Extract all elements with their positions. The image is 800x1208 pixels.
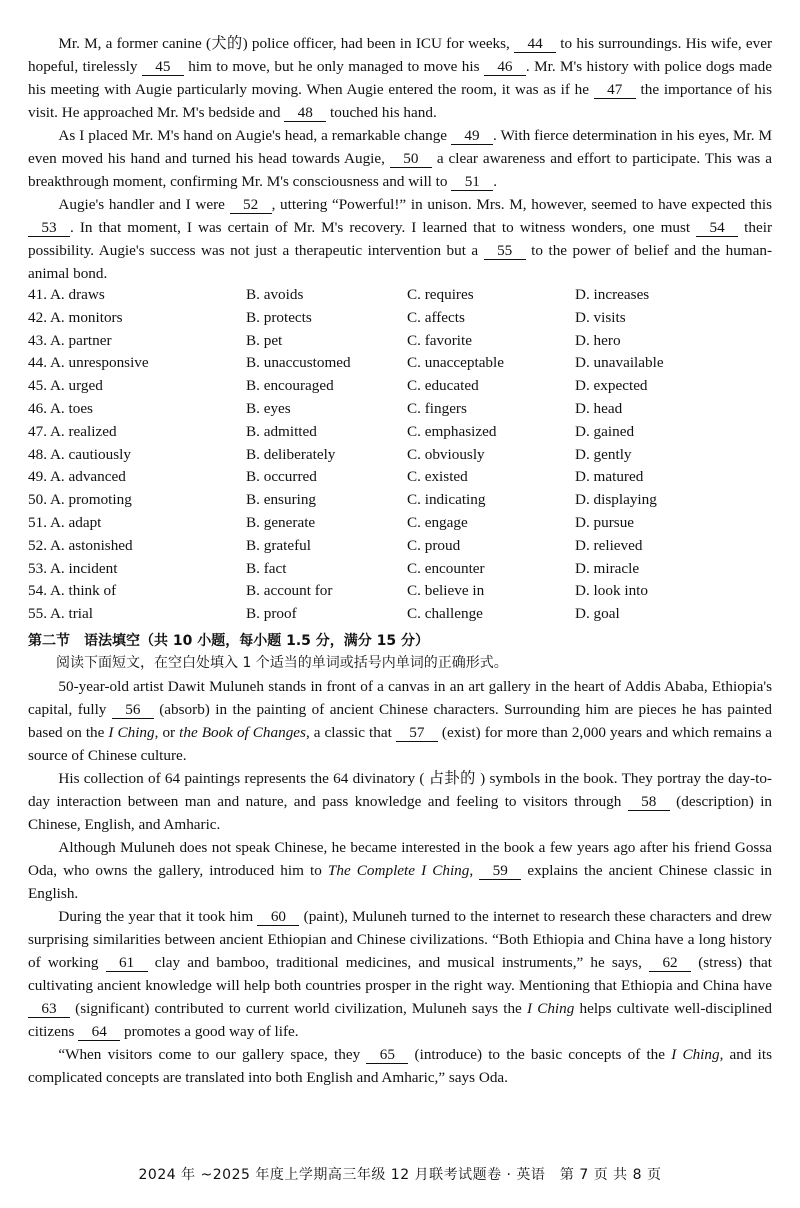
text: . In that moment, I was certain of Mr. M's recovery. I learned that to witness wonders, one must [70, 219, 691, 236]
option-row [28, 400, 765, 423]
option-b[interactable]: B. admitted [246, 422, 317, 440]
text: (introduce) to the basic concepts of the [414, 1045, 666, 1063]
option-c[interactable]: C. indicating [407, 491, 486, 509]
text: During the year that it took him [58, 907, 254, 925]
option-c[interactable]: C. favorite [407, 331, 472, 349]
text: (paint), Muluneh turned to the internet to research these characters and drew surprising similarities between ancient Ethiopian and Chinese civilizations. “Both Ethiopia and China have a long history of working [28, 907, 773, 971]
passage2-paragraph-3 [28, 836, 772, 905]
text: As I placed Mr. M's hand on Augie's head, a remarkable change [58, 127, 448, 144]
text: . Mr. M's history with police dogs made his meeting with Augie particularly moving. When Augie entered the room, it was as if he [28, 58, 772, 98]
option-row [28, 309, 765, 332]
option-d[interactable]: D. relieved [575, 536, 643, 554]
text: 50-year-old artist Dawit Muluneh stands in front of a canvas in an art gallery in the heart of Addis Ababa, Ethiopia's capital, fully [28, 677, 772, 718]
option-c[interactable]: C. believe in [407, 582, 485, 600]
blank-56[interactable]: 56 [112, 701, 154, 719]
text: (exist) for more than 2,000 years and which remains a source of Chinese culture. [28, 723, 773, 764]
text: Although Muluneh does not speak Chinese, he became interested in the book a few years ago after his friend Gossa Oda, who owns the gallery, introduced him to [28, 838, 772, 879]
option-c[interactable]: C. existed [407, 468, 468, 486]
blank-60[interactable]: 60 [257, 908, 299, 926]
option-d[interactable]: D. expected [575, 377, 648, 395]
option-d[interactable]: D. pursue [575, 513, 635, 531]
option-a[interactable]: 44. A. unresponsive [28, 354, 149, 372]
option-row [28, 537, 765, 560]
text: their possibility. Augie's success was not just a therapeutic intervention but a [28, 219, 773, 259]
book-title: I Ching [108, 723, 155, 741]
option-d[interactable]: D. goal [575, 605, 620, 623]
blank-57[interactable]: 57 [396, 724, 438, 742]
blank-64[interactable]: 64 [78, 1023, 120, 1041]
blank-53[interactable]: 53 [28, 219, 70, 237]
blank-59[interactable]: 59 [479, 862, 521, 880]
text: touched his hand. [330, 104, 437, 121]
option-a[interactable]: 54. A. think of [28, 582, 117, 600]
option-b[interactable]: B. grateful [246, 536, 311, 554]
text: “When visitors come to our gallery space, they [58, 1045, 361, 1063]
passage2-paragraph-2 [28, 767, 772, 836]
text: . [493, 173, 498, 190]
option-c[interactable]: C. requires [407, 286, 474, 303]
blank-55[interactable]: 55 [484, 242, 526, 260]
option-d[interactable]: D. gently [575, 445, 632, 463]
page-footer: 2024 年 ~2025 年度上学期高三年级 12 月联考试题卷 · 英语 第 7 页 共 8 页 [138, 1167, 662, 1183]
option-d[interactable]: D. head [575, 399, 623, 417]
text: explains the ancient Chinese classic in English. [28, 861, 773, 902]
option-row [28, 582, 765, 605]
option-row [28, 377, 765, 400]
option-c[interactable]: C. fingers [407, 399, 467, 417]
passage1-paragraph-1 [28, 32, 772, 124]
blank-51[interactable]: 51 [451, 173, 493, 191]
text: . With fierce determination in his eyes, Mr. M even moved his hand and turned his head towards Augie, [28, 127, 773, 167]
section2-heading: 第二节 语法填空（共 10 小题，每小题 1.5 分，满分 15 分） [28, 632, 430, 649]
option-a[interactable]: 42. A. monitors [28, 308, 123, 326]
section2-instruction: 阅读下面短文，在空白处填入 1 个适当的单词或括号内单词的正确形式。 [56, 654, 508, 671]
blank-49[interactable]: 49 [451, 127, 493, 145]
option-d[interactable]: D. matured [575, 468, 644, 486]
option-b[interactable]: B. deliberately [246, 445, 336, 463]
option-row [28, 514, 765, 537]
option-d[interactable]: D. gained [575, 422, 635, 440]
blank-54[interactable]: 54 [696, 219, 738, 237]
text: , [469, 861, 474, 879]
option-row [28, 354, 765, 377]
options-table [28, 286, 765, 628]
option-a[interactable]: 53. A. incident [28, 559, 118, 577]
blank-50[interactable]: 50 [390, 150, 432, 168]
text: clay and bamboo, traditional medicines, and musical instruments,” he says, [154, 953, 642, 971]
option-d[interactable]: D. look into [575, 582, 648, 600]
blank-47[interactable]: 47 [594, 81, 636, 99]
text: (stress) that cultivating ancient knowledge will help both countries prosper in the right way. Mentioning that Ethiopia and China have [28, 953, 773, 994]
option-b[interactable]: B. ensuring [246, 491, 317, 509]
option-a[interactable]: 51. A. adapt [28, 513, 102, 531]
option-c[interactable]: C. affects [407, 308, 465, 326]
option-c[interactable]: C. educated [407, 377, 479, 395]
option-d[interactable]: D. increases [575, 286, 650, 303]
option-c[interactable]: C. emphasized [407, 422, 497, 440]
option-a[interactable]: 48. A. cautiously [28, 445, 131, 463]
option-d[interactable]: D. visits [575, 308, 626, 326]
blank-45[interactable]: 45 [142, 58, 184, 76]
option-d[interactable]: D. hero [575, 331, 621, 349]
blank-48[interactable]: 48 [284, 104, 326, 122]
option-b[interactable]: B. occurred [246, 468, 317, 486]
option-b[interactable]: B. pet [246, 331, 283, 349]
book-title: I Ching [671, 1045, 720, 1063]
option-row [28, 332, 765, 355]
option-d[interactable]: D. unavailable [575, 354, 664, 372]
book-title: the Book of Changes [179, 723, 306, 741]
option-d[interactable]: D. displaying [575, 491, 657, 509]
passage2-paragraph-5 [28, 1043, 772, 1089]
text: to his surroundings. His wife, ever hopeful, tirelessly [28, 35, 772, 75]
blank-65[interactable]: 65 [366, 1046, 408, 1064]
text: Augie's handler and I were [58, 196, 225, 213]
text: a clear awareness and effort to participate. This was a breakthrough moment, confirming Mr. M's consciousness and will to [28, 150, 773, 190]
option-c[interactable]: C. unacceptable [407, 354, 504, 372]
text: , and its complicated concepts are translated into both English and Amharic,” says Oda. [28, 1045, 773, 1086]
blank-58[interactable]: 58 [628, 793, 670, 811]
text: , a classic that [305, 723, 392, 741]
option-a[interactable]: 41. A. draws [28, 286, 105, 303]
blank-62[interactable]: 62 [649, 954, 691, 972]
option-c[interactable]: C. proud [407, 536, 461, 554]
option-row [28, 423, 765, 446]
passage2-paragraph-1 [28, 675, 772, 767]
option-b[interactable]: B. protects [246, 308, 312, 326]
option-c[interactable]: C. obviously [407, 445, 485, 463]
text: His collection of 64 paintings represents the 64 divinatory ( 占卦的 ) symbols in the book. They portray the day-to-day interaction between man and nature, and pass knowledge and feeling to visitors through [28, 769, 772, 810]
option-c[interactable]: C. encounter [407, 559, 485, 577]
option-row [28, 491, 765, 514]
text: Mr. M, a former canine (犬的) police officer, had been in ICU for weeks, [58, 35, 510, 52]
text: promotes a good way of life. [123, 1022, 299, 1040]
blank-61[interactable]: 61 [106, 954, 148, 972]
text: him to move, but he only managed to move his [188, 58, 480, 75]
option-a[interactable]: 50. A. promoting [28, 491, 132, 509]
option-a[interactable]: 46. A. toes [28, 399, 93, 417]
option-a[interactable]: 52. A. astonished [28, 536, 133, 554]
text: , uttering “Powerful!” in unison. Mrs. M, however, seemed to have expected this [271, 196, 773, 213]
option-b[interactable]: B. generate [246, 513, 316, 531]
option-b[interactable]: B. avoids [246, 286, 304, 303]
text: (description) in Chinese, English, and Amharic. [28, 792, 773, 833]
option-c[interactable]: C. challenge [407, 605, 483, 623]
text: (absorb) in the painting of ancient Chinese characters. Surrounding him are pieces he has painted based on the [28, 700, 772, 741]
passage1-paragraph-3 [28, 193, 772, 285]
option-b[interactable]: B. fact [246, 559, 287, 577]
option-c[interactable]: C. engage [407, 513, 468, 531]
blank-52[interactable]: 52 [230, 196, 272, 214]
option-a[interactable]: 45. A. urged [28, 377, 103, 395]
option-b[interactable]: B. proof [246, 605, 297, 623]
text: (significant) contributed to current world civilization, Muluneh says the [75, 999, 522, 1017]
option-b[interactable]: B. eyes [246, 399, 291, 417]
option-row [28, 446, 765, 469]
blank-63[interactable]: 63 [28, 1000, 70, 1018]
option-a[interactable]: 49. A. advanced [28, 468, 126, 486]
text: to the power of belief and the human-animal bond. [28, 242, 773, 282]
blank-44[interactable]: 44 [514, 35, 556, 53]
option-d[interactable]: D. miracle [575, 559, 640, 577]
option-a[interactable]: 47. A. realized [28, 422, 117, 440]
option-row [28, 468, 765, 491]
passage2-paragraph-4 [28, 905, 772, 1043]
passage1-paragraph-2 [28, 124, 772, 193]
option-row [28, 560, 765, 583]
option-a[interactable]: 55. A. trial [28, 605, 93, 623]
option-row [28, 605, 765, 628]
option-row [28, 286, 765, 309]
option-b[interactable]: B. unaccustomed [246, 354, 351, 372]
text: the importance of his visit. He approached Mr. M's bedside and [28, 81, 772, 121]
option-b[interactable]: B. encouraged [246, 377, 334, 395]
option-b[interactable]: B. account for [246, 582, 333, 600]
option-a[interactable]: 43. A. partner [28, 331, 112, 349]
book-title: The Complete I Ching [327, 861, 470, 879]
text: , or [154, 723, 176, 741]
text: helps cultivate well-disciplined citizens [28, 999, 773, 1040]
blank-46[interactable]: 46 [484, 58, 526, 76]
book-title: I Ching [526, 999, 575, 1017]
